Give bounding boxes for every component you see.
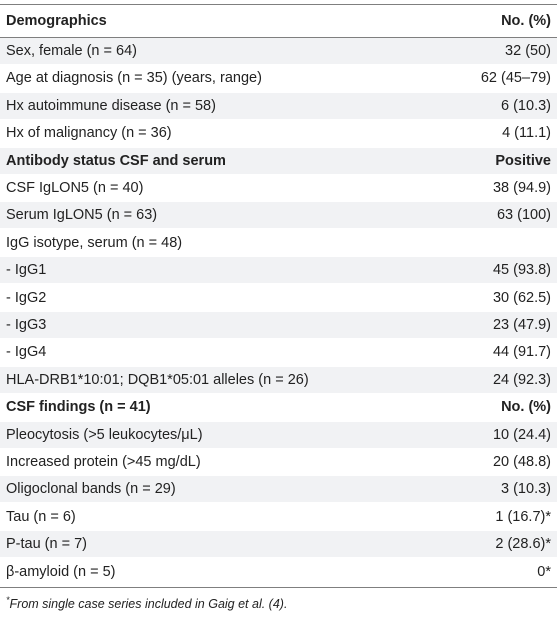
row-label: HLA-DRB1*10:01; DQB1*05:01 alleles (n = 26) [6, 371, 309, 388]
table-row [0, 504, 557, 530]
table-row [0, 285, 557, 311]
table-row [0, 476, 557, 502]
table-row [0, 257, 557, 283]
table-row [0, 120, 557, 146]
row-label: β-amyloid (n = 5) [6, 563, 116, 580]
row-value: 20 (48.8) [492, 454, 551, 470]
row-label: - IgG4 [6, 344, 47, 361]
table-row [0, 65, 557, 91]
table-row [0, 312, 557, 338]
row-label: P-tau (n = 7) [6, 536, 87, 553]
row-label: CSF IgLON5 (n = 40) [6, 180, 144, 196]
row-label: Serum IgLON5 (n = 63) [6, 207, 158, 224]
row-label: Increased protein (>45 mg/dL) [6, 454, 201, 470]
table-row [0, 175, 557, 201]
row-value: 2 (28.6)* [495, 536, 551, 553]
table-row [0, 394, 557, 420]
table-row [0, 230, 557, 256]
table-row [0, 531, 557, 557]
footnote-text: From single case series included in Gaig et al. (4). [9, 597, 288, 612]
row-value: 45 (93.8) [492, 262, 551, 279]
row-value: 30 (62.5) [492, 289, 551, 306]
row-label: - IgG1 [6, 262, 47, 279]
row-value: 62 (45–79) [480, 70, 551, 87]
row-label: - IgG3 [6, 317, 47, 333]
row-label: CSF findings (n = 41) [6, 399, 151, 416]
table-footnote [6, 595, 287, 611]
row-value: 3 (10.3) [501, 481, 551, 498]
table-row [0, 559, 557, 585]
table-row [0, 202, 557, 228]
header-demographics: Demographics [6, 13, 107, 29]
table-row [0, 339, 557, 365]
row-label: IgG isotype, serum (n = 48) [6, 234, 183, 251]
table-row [0, 38, 557, 64]
table-row [0, 367, 557, 393]
row-value: 32 (50) [505, 43, 551, 59]
table-row [0, 449, 557, 475]
row-value: 10 (24.4) [492, 426, 551, 443]
row-label: Pleocytosis (>5 leukocytes/μL) [6, 426, 203, 443]
table-row [0, 422, 557, 448]
table-bottom-rule [0, 587, 557, 588]
row-label: Sex, female (n = 64) [6, 43, 137, 59]
table-header [0, 5, 557, 37]
row-label: Hx autoimmune disease (n = 58) [6, 97, 216, 114]
row-value: 4 (11.1) [502, 125, 551, 142]
footnote-mark: * [6, 595, 10, 605]
row-label: Oligoclonal bands (n = 29) [6, 481, 176, 498]
header-count-percent: No. (%) [501, 13, 551, 29]
row-value: No. (%) [501, 399, 551, 416]
row-label: Hx of malignancy (n = 36) [6, 125, 172, 142]
row-value: 0* [537, 563, 551, 580]
row-value: 44 (91.7) [492, 344, 551, 361]
row-label: Age at diagnosis (n = 35) (years, range) [6, 70, 262, 87]
row-value: 6 (10.3) [501, 97, 551, 114]
row-value: Positive [495, 152, 551, 169]
row-label: - IgG2 [6, 289, 47, 306]
row-value: 38 (94.9) [492, 180, 551, 196]
row-value: 23 (47.9) [492, 317, 551, 333]
table-row [0, 93, 557, 119]
table-row [0, 148, 557, 174]
row-label: Tau (n = 6) [6, 508, 76, 525]
row-value: 1 (16.7)* [495, 508, 551, 525]
row-label: Antibody status CSF and serum [6, 152, 226, 169]
row-value: 63 (100) [496, 207, 551, 224]
row-value: 24 (92.3) [492, 371, 551, 388]
